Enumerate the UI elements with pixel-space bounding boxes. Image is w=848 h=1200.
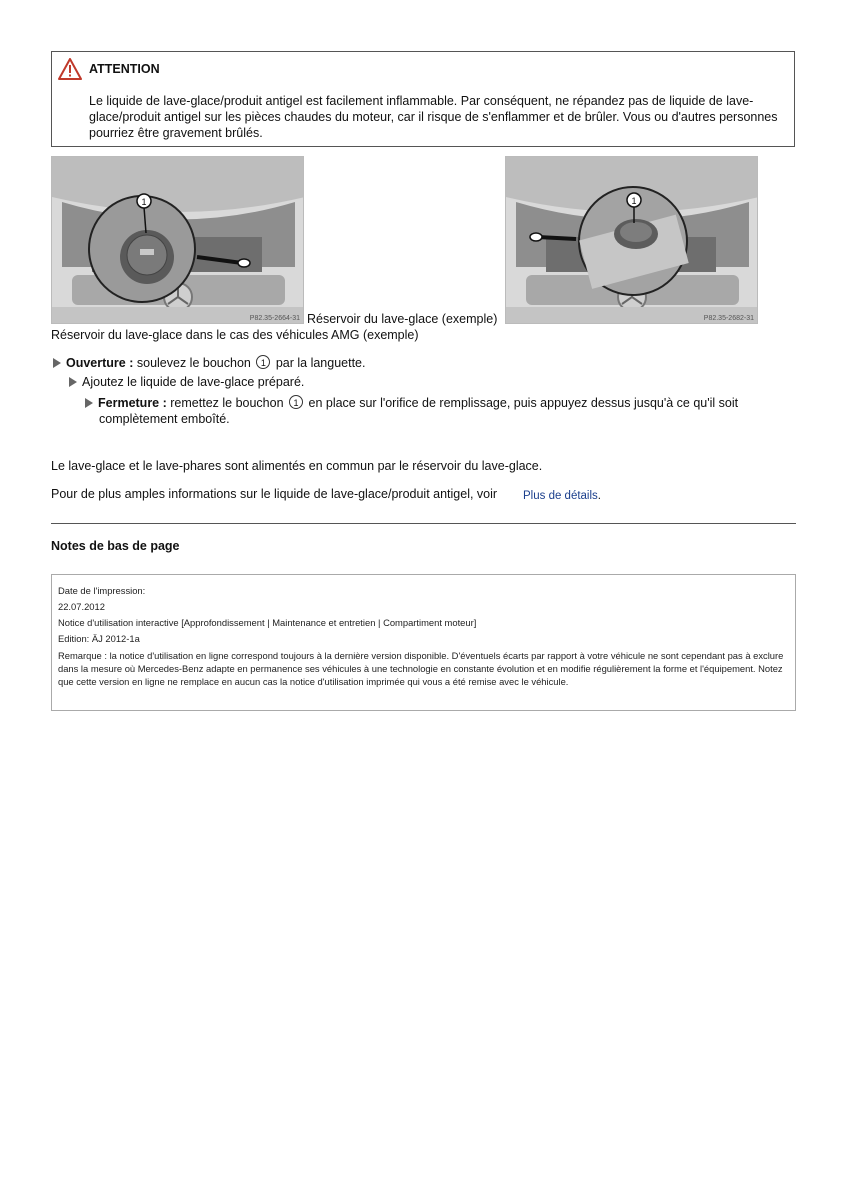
print-date-label: Date de l'impression: (58, 585, 146, 596)
step-closing-cont: complètement emboîté. (99, 412, 230, 426)
edition: Edition: ÄJ 2012-1a (58, 633, 140, 644)
svg-text:1: 1 (141, 197, 147, 207)
footnotes-title: Notes de bas de page (51, 539, 180, 553)
photo-code: P82.35-2664-31 (249, 315, 300, 322)
paragraph-shared-reservoir: Le lave-glace et le lave-phares sont alimentés en commun par le réservoir du lave-glace. (51, 459, 543, 473)
footnotes-box (51, 574, 796, 711)
warning-text: Le liquide de lave-glace/produit antigel est facilement inflammable. Par conséquent, ne répandez pas de liquide de lave-glace/produit antigel sur les pièces chaudes du moteur, car il risque de s'enflammer et de brûler. Vous ou d'autres personnes pourriez être gravement brûlés. (89, 94, 778, 140)
remark: Remarque : la notice d'utilisation en ligne correspond toujours à la dernière version disponible. D'éventuels écarts par rapport à votre véhicule ne sont cependant pas à exclure dans la mesure où Mercedes-Benz adapte en permanence ses véhicules à une technologie en constante évolution et en modifie régulièrement la forme et l'équipement. Notez que cette version en ligne ne remplace en aucun cas la notice d'utilisation imprimée qui vous a été remise avec le véhicule. (58, 650, 784, 687)
callout-number-icon: 1 (256, 355, 270, 369)
step-text: remettez le bouchon (170, 396, 284, 410)
engine-photo-amg (505, 156, 758, 324)
paragraph-more-info: Pour de plus amples informations sur le liquide de lave-glace/produit antigel, voir (51, 487, 498, 501)
step-text: soulevez le bouchon (136, 356, 251, 370)
photo-code: P82.35-2682-31 (703, 315, 754, 322)
svg-text:1: 1 (631, 196, 637, 206)
engine-photo-standard (51, 156, 304, 324)
divider (51, 523, 796, 524)
step-label: Fermeture : (98, 396, 167, 410)
warning-triangle-icon (58, 58, 82, 80)
warning-box (51, 51, 795, 147)
step-add-fluid (69, 374, 304, 390)
step-text: en place sur l'orifice de remplissage, puis appuyez dessus jusqu'à ce qu'il soit (308, 396, 739, 410)
photo-caption-standard: Réservoir du lave-glace (exemple) (307, 312, 498, 326)
link-suffix: . (597, 490, 601, 502)
more-details-row (523, 488, 601, 502)
bullet-arrow-icon (53, 358, 61, 368)
step-text: Ajoutez le liquide de lave-glace préparé. (82, 375, 305, 389)
bullet-arrow-icon (69, 377, 77, 387)
document-path: Notice d'utilisation interactive [Approfondissement | Maintenance et entretien | Compartiment moteur] (58, 617, 477, 628)
bullet-arrow-icon (85, 398, 93, 408)
more-details-link[interactable]: Plus de détails (523, 490, 598, 502)
warning-title: ATTENTION (89, 62, 160, 76)
step-closing (85, 395, 738, 411)
print-date: 22.07.2012 (58, 601, 105, 612)
callout-number-icon: 1 (289, 395, 303, 409)
step-label: Ouverture : (66, 356, 134, 370)
photo-caption-amg: Réservoir du lave-glace dans le cas des véhicules AMG (exemple) (51, 328, 419, 342)
step-text: par la languette. (275, 356, 366, 370)
step-opening (53, 355, 365, 371)
